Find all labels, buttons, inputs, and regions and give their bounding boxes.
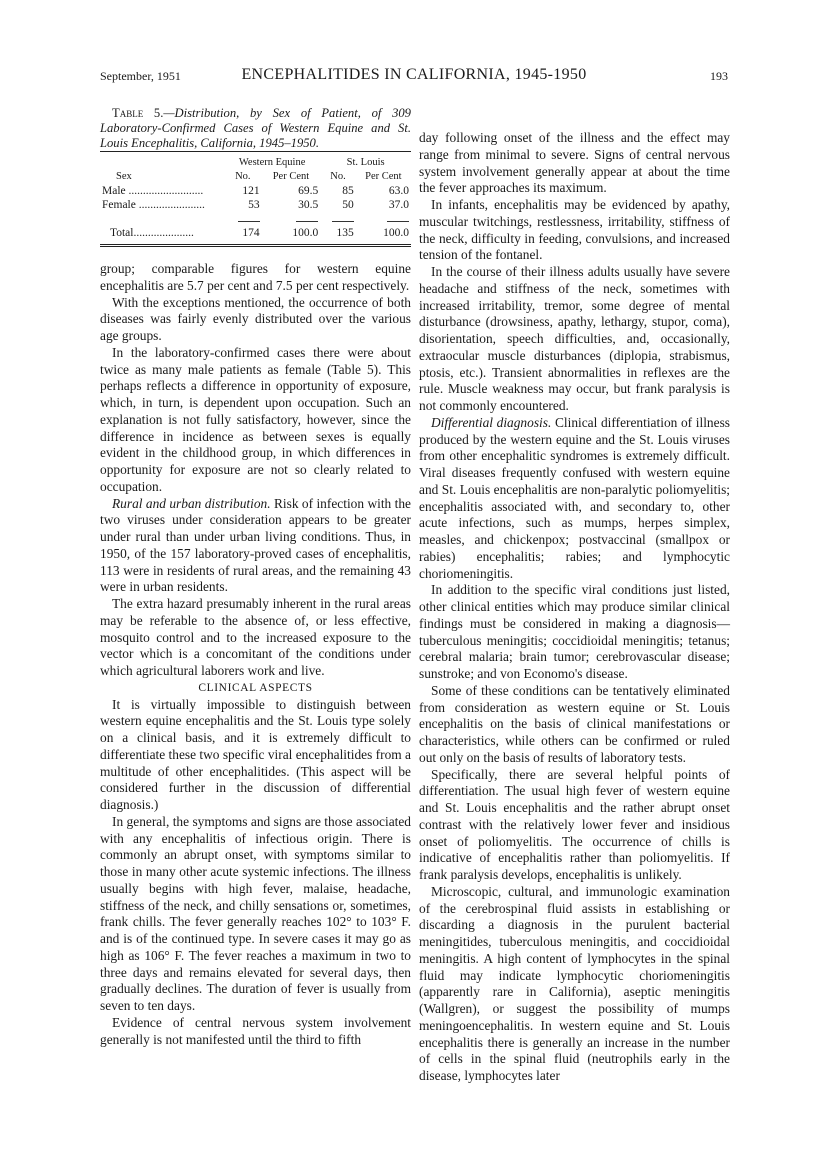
cell-sex: Male xyxy=(102,184,126,197)
paragraph: Specifically, there are several helpful points of differentiation. The usual high fever of western equine and St. Louis encephalitis and the rather abrupt onset contrast with the relatively lower fever and insidious onset of poliomyelitis. The occurrence of chills is indicative of encephalitis rather than poliomyelitis. If frank paralysis develops, encephalitis is unlikely. xyxy=(419,766,730,882)
paragraph: With the exceptions mentioned, the occurrence of both diseases was fairly evenly distributed over the various age groups. xyxy=(100,294,411,343)
cell-sex: Female xyxy=(102,198,136,211)
cell: 30.5 xyxy=(298,198,319,211)
paragraph: In general, the symptoms and signs are those associated with any encephalitis of infectious origin. There is commonly an abrupt onset, with symptoms similar to those in many other acute systemic infections. The illness usually begins with high fever, malaise, headache, stiffness of the neck, and chilly sensations or, sometimes, frank chills. The fever generally reaches 102° to 103° F. and is of the continued type. In severe cases it may go as high as 106° F. The fever reaches a maximum in two to three days and remains elevated for several days, then gradually declines. The duration of fever is usually from seven to ten days. xyxy=(100,813,411,1013)
paragraph xyxy=(100,496,411,597)
paragraph: In infants, encephalitis may be evidenced by apathy, muscular twitchings, restlessness, irritability, stiffness of the neck, difficulty in feeding, convulsions, and increased tension of the fontanel. xyxy=(419,197,730,263)
cell: 100.0 xyxy=(292,226,319,239)
paragraph xyxy=(419,415,730,583)
paragraph: Some of these conditions can be tentatively eliminated from consideration as western equine or St. Louis encephalitis on the basis of clinical manifestations or characteristics, while others can be confirmed or ruled out only on the basis of results of laboratory tests. xyxy=(419,682,730,765)
paragraph: Microscopic, cultural, and immunologic examination of the cerebrospinal fluid assists in establishing or discarding a diagnosis in the purulent bacterial meningitides, tuberculous meningitis, and coccidioidal meningitis. A high content of lymphocytes in the spinal fluid may indicate lymphocytic choriomeningitis (apparently rare in California), aseptic meningitis (Wallgren), or suggest the possibility of mumps meningoencephalitis. In western equine and St. Louis encephalitis there is generally an increase in the number of cells in the spinal fluid (neutrophils early in the disease, lymphocytes later xyxy=(419,883,730,1083)
paragraph: group; comparable figures for western equine encephalitis are 5.7 per cent and 7.5 per cent respectively. xyxy=(100,261,411,293)
table-label: Table 5. xyxy=(112,106,164,120)
run-in-heading: Differential diagnosis. xyxy=(431,414,552,430)
cell: 37.0 xyxy=(388,198,409,211)
paragraph-text: Risk of infection with the two viruses under consideration appears to be greater under rural than under urban living conditions. Thus, in 1950, of the 157 laboratory-proved cases of encephalitis, 113 were in residents of rural areas, and the remaining 43 were in urban residents. xyxy=(100,495,411,595)
table-total-row: Total..................... 174 100.0 135 100.0 xyxy=(100,226,411,246)
cell: 53 xyxy=(248,198,260,211)
cell: 135 xyxy=(336,226,354,239)
cell: 69.5 xyxy=(298,184,319,197)
paragraph: In the course of their illness adults usually have severe headache and stiffness of the neck, sometimes with increased irritability, tremor, some degree of mental disturbance (drowsiness, apathy, lethargy, stupor, coma), disorientation, speech difficulties, and, occasionally, extraocular muscle disturbances (diplopia, strabismus, ptosis, etc.). Transient abnormalities in reflexes are the rule. Muscle weakness may occur, but frank paralysis is not commonly encountered. xyxy=(419,264,730,413)
col-header: No. xyxy=(235,170,251,182)
table-5 xyxy=(100,151,411,247)
paragraph: It is virtually impossible to distinguish between western equine encephalitis and the St. Louis type solely on a clinical basis, and it is extremely difficult to differentiate these two specific viral encephalitides from a multitude of other encephalitides. (This aspect will be considered further in the discussion of differential diagnosis.) xyxy=(100,696,411,812)
group-header-st-louis: St. Louis xyxy=(346,156,385,168)
table-row: Female ....................... 53 30.5 50 37.0 xyxy=(102,198,409,211)
col-header: Sex xyxy=(116,170,132,182)
running-title: ENCEPHALITIDES IN CALIFORNIA, 1945-1950 xyxy=(241,66,587,83)
cell: 85 xyxy=(342,184,354,197)
run-in-heading: Rural and urban distribution. xyxy=(112,495,271,511)
table-caption xyxy=(100,106,411,151)
col-header: No. xyxy=(330,170,346,182)
paragraph-text: Clinical differentiation of illness produced by the western equine and the St. Louis viruses from other encephalitic syndromes is extremely difficult. Viral diseases frequently confused with western equine and St. Louis encephalitis are non-paralytic poliomyelitis; encephalitis associated with, and secondary to, other acute infections, such as mumps, herpes simplex, measles, and chickenpox; postvaccinal (smallpox or rabies) encephalitis; rabies; and lymphocytic choriomeningitis. xyxy=(419,414,730,581)
cell-total-label: Total xyxy=(110,226,134,239)
group-header-western-equine: Western Equine xyxy=(238,156,306,168)
col-header: Per Cent xyxy=(365,170,402,182)
running-header xyxy=(100,66,728,86)
cell: 174 xyxy=(242,226,260,239)
table-caption-text: —Distribution, by Sex of Patient, of 309 Laboratory-Confirmed Cases of Western Equine and St. Louis Encephalitis, California, 1945–1950. xyxy=(100,106,411,150)
paragraph: day following onset of the illness and the effect may range from minimal to severe. Signs of central nervous system involvement generally appear at about the time the fever approaches its maximum. xyxy=(419,130,730,196)
right-column xyxy=(419,130,730,1085)
left-column xyxy=(100,106,411,1048)
cell: 100.0 xyxy=(383,226,409,239)
cell: 121 xyxy=(242,184,260,197)
paragraph: In addition to the specific viral conditions just listed, other clinical entities which may produce similar clinical findings must be considered in making a diagnosis—tuberculous meningitis; coccidioidal meningitis; tetanus; cerebral malaria; brain tumor; cerebrovascular disease; sunstroke; and von Economo's disease. xyxy=(419,582,730,681)
issue-date: September, 1951 xyxy=(100,69,181,83)
paragraph: In the laboratory-confirmed cases there were about twice as many male patients as female (Table 5). This perhaps reflects a difference in opportunity of exposure, which, in turn, is dependent upon occupation. Such an explanation is not fully satisfactory, however, since the difference in incidence as between sexes is equally evident in the childhood group, in which differences in opportunity for exposure are not so clearly related to occupation. xyxy=(100,344,411,494)
paragraph: The extra hazard presumably inherent in the rural areas may be referable to the absence of, or less effective, mosquito control and to the increased exposure to the vector which is a concomitant of the conditions under which agricultural laborers work and live. xyxy=(100,596,411,678)
cell: 63.0 xyxy=(388,184,409,197)
cell: 50 xyxy=(342,198,354,211)
paragraph: Evidence of central nervous system involvement generally is not manifested until the third to fifth xyxy=(100,1014,411,1047)
section-heading: CLINICAL ASPECTS xyxy=(198,681,313,694)
page-number: 193 xyxy=(710,69,728,83)
col-header: Per Cent xyxy=(272,170,310,182)
table-row: Male .......................... 121 69.5 85 63.0 xyxy=(102,184,409,197)
